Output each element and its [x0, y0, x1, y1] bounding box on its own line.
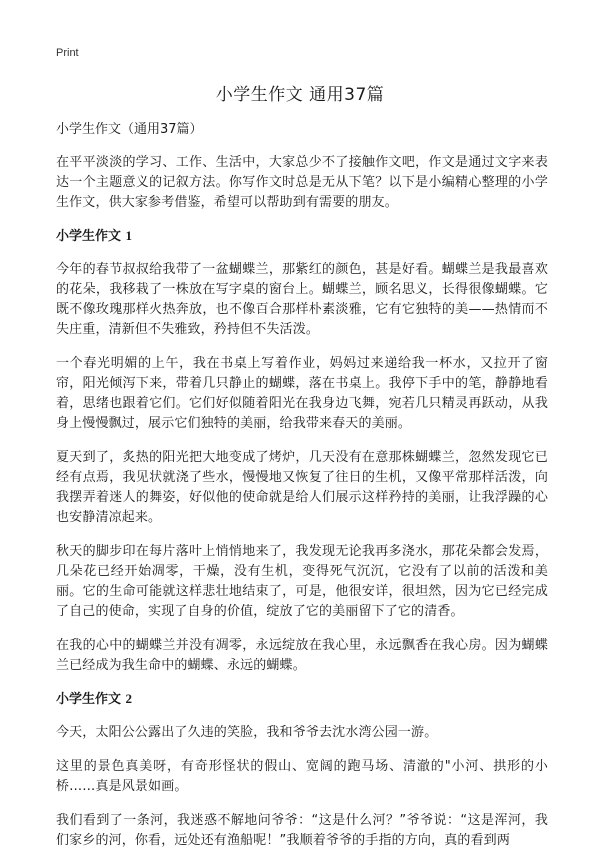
page-title: 小学生作文 通用37篇	[215, 85, 385, 105]
paragraph: 夏天到了，炙热的阳光把大地变成了烤炉，几天没有在意那株蝴蝶兰，忽然发现它已经有点焉，我见状就浇了些水，慢慢地又恢复了往日的生机，又像平常那样活泼，向我摆弄着迷人的舞姿，好似他的使命就是给人们展示这样矜持的美丽，让我浮躁的心也安静清凉起来。	[56, 450, 548, 525]
essay-section-1	[56, 227, 548, 676]
intro-paragraph: 在平平淡淡的学习、工作、生活中，大家总少不了接触作文吧，作文是通过文字来表达一个主题意义的记叙方法。你写作文时总是无从下笔？以下是小编精心整理的小学生作文，供大家参考借鉴，希望可以帮助到有需要的朋友。	[56, 155, 548, 210]
paragraph: 在我的心中的蝴蝶兰并没有凋零，永远绽放在我心里，永远飘香在我心房。因为蝴蝶兰已经成为我生命中的蝴蝶、永远的蝴蝶。	[56, 638, 548, 673]
section-heading-number: 1	[125, 228, 133, 243]
print-label: Print	[56, 47, 79, 59]
paragraph: 今年的春节叔叔给我带了一盆蝴蝶兰，那紫红的颜色，甚是好看。蝴蝶兰是我最喜欢的花朵，我移栽了一株放在写字桌的窗台上。蝴蝶兰，顾名思义，长得很像蝴蝶。它既不像玫瑰那样火热奔放，也不像百合那样朴素淡雅，它有它独特的美——热情而不失庄重，清新但不失雅致，矜持但不失活泼。	[56, 262, 548, 337]
section-heading	[56, 227, 548, 246]
paragraph: 我们看到了一条河，我迷惑不解地问爷爷：“这是什么河？”爷爷说：“这是浑河，我们家乡的河，你看，远处还有渔船呢！”我顺着爷爷的手指的方向，真的看到两	[56, 813, 548, 848]
section-heading-text: 小学生作文	[56, 692, 122, 707]
paragraph: 秋天的脚步印在每片落叶上悄悄地来了，我发现无论我再多浇水，那花朵都会发焉，几朵花已经开始凋零，干燥，没有生机，变得死气沉沉，它没有了以前的活泼和美丽。它的生命可能就这样悲壮地结束了，可是，他很安详，很坦然，因为它已经完成了自己的使命，实现了自身的价值，绽放了它的美丽留下了它的清香。	[56, 544, 548, 619]
paragraph: 今天，太阳公公露出了久违的笑脸，我和爷爷去沈水湾公园一游。	[56, 725, 438, 740]
paragraph: 这里的景色真美呀，有奇形怪状的假山、宽阔的跑马场、清澈的"小河、拱形的小桥……真是风景如画。	[56, 759, 548, 794]
essay-section-2	[56, 690, 548, 851]
document-body	[56, 122, 548, 865]
paragraph: 一个春光明媚的上午，我在书桌上写着作业，妈妈过来递给我一杯水，又拉开了窗帘，阳光倾泻下来，带着几只静止的蝴蝶，落在书桌上。我停下手中的笔，静静地看着，思绪也跟着它们。它们好似随着阳光在我身边飞舞，宛若几只精灵再跃动，从我身上慢慢飘过，展示它们独特的美丽，给我带来春天的美丽。	[56, 356, 548, 431]
document-subtitle: 小学生作文（通用37篇）	[56, 122, 203, 137]
section-heading-number: 2	[125, 691, 133, 706]
section-heading	[56, 690, 548, 709]
section-heading-text: 小学生作文	[56, 229, 122, 244]
